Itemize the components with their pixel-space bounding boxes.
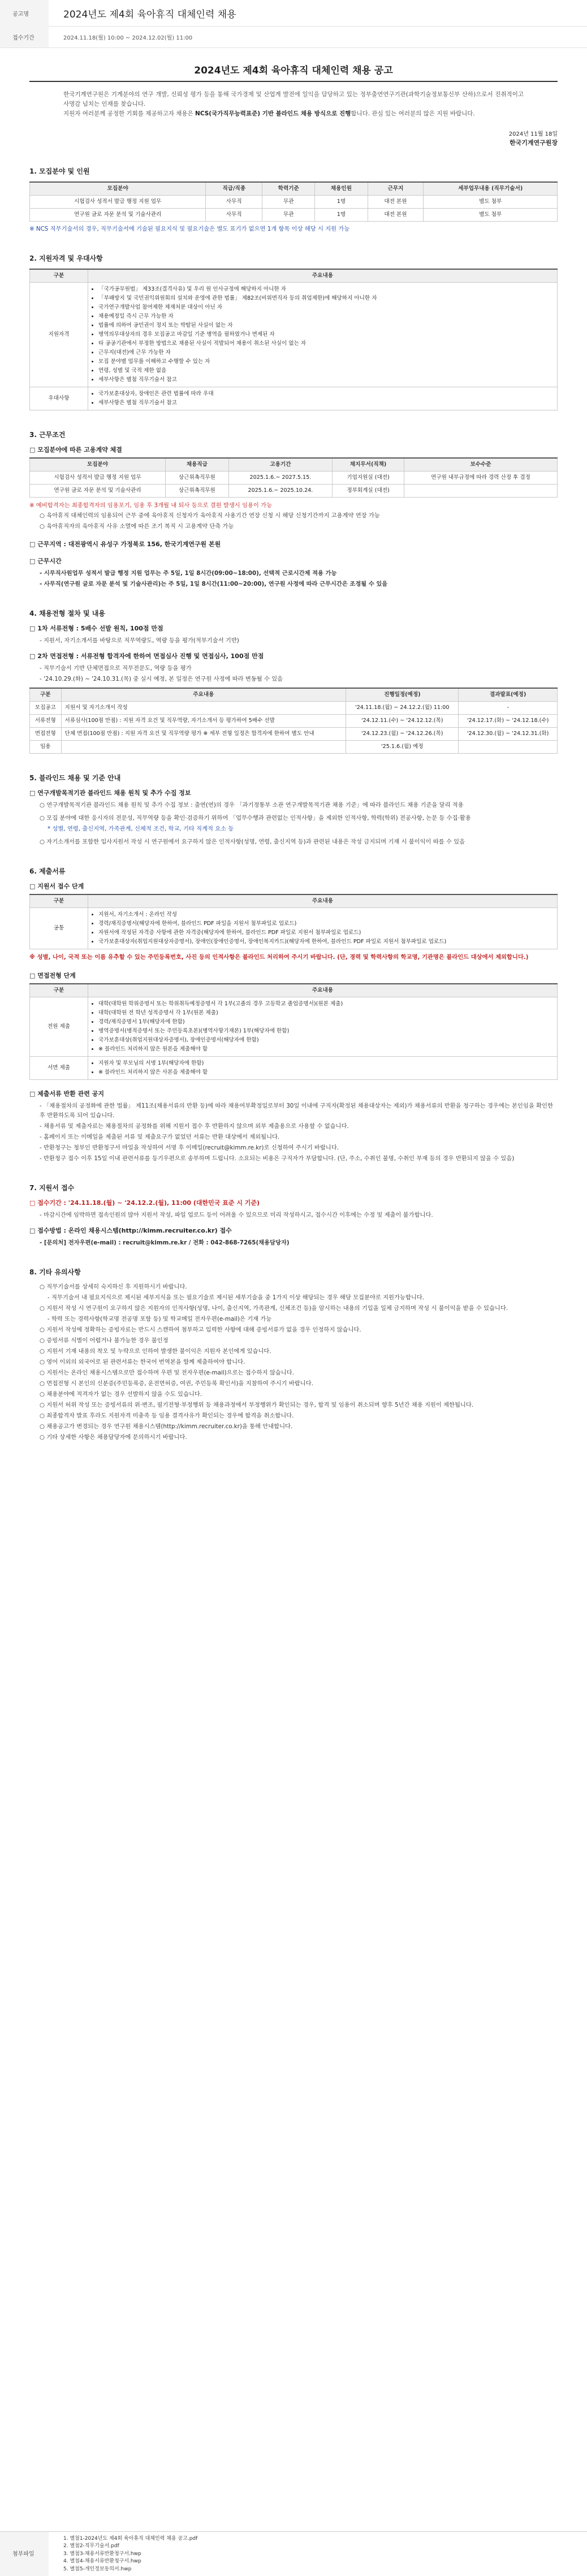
column-header: 결과발표(예정) [459,688,558,702]
section-4-title: 4. 채용전형 절차 및 내용 [29,610,105,617]
table-cell: 연구원 글로 자문 분석 및 기술사관리 [30,209,206,222]
title-row [0,0,587,27]
column-header: 주요내용 [61,688,346,702]
table-row [30,387,558,410]
table-cell [404,485,558,498]
attachments-label: 첨부파일 [0,2532,49,2576]
list-item: • 근무지(대전)에 근무 가능한 자 [98,348,554,357]
column-header: 모집분야 [30,458,166,472]
note-item: ○ 지원서 기재 내용의 착오 및 누락으로 인하여 발생한 불이익은 지원자 본인에게 있습니다. [40,1348,271,1355]
table-cell: 2025.1.6.~ 2025.10.24. [228,485,332,498]
table-cell [61,741,346,754]
table-row [30,728,558,741]
note-item: ○ 지원서 작성 시 연구원이 요구하지 않은 지원자의 인적사항(성명, 나이, 출신지역, 가족관계, 신체조건 등)을 암시하는 내용의 기입을 일체 금지하며 작성 시 불이익을 받을 수 있습니다. [40,1305,508,1312]
return-title: □ 제출서류 반환 관련 공지 [29,1090,104,1097]
list-item: • 국가보훈대상자, 장애인은 관련 법률에 따라 우대 [98,390,554,399]
attachment-link[interactable]: 2. 별첨2-직무기술서.pdf [63,2543,119,2549]
note-item: - 직무기술서 내 필요지식으로 제시된 세부지식을 또는 필요기술로 제시된 세부기술을 중 1가지 이상 해당되는 경우 해당 모집분야로 지원가능합니다. [48,1294,424,1301]
period-row [0,26,587,48]
row-label: 지원자격 [30,283,88,387]
intro-text-a: 지원자 여러분께 공정한 기회를 제공하고자 채용은 [63,110,196,117]
section-3-note: ※ 예비합격자는 최종합격자의 임용포기, 임용 후 3개월 내 퇴사 등으로 결원 발생시 임용이 가능 [29,502,273,509]
table-cell: '24.12.17.(화) ~ '24.12.18.(수) [459,715,558,728]
list-item: • 자원서에 작성된 자격증 사항에 관한 자격증(해당자에 한하여, 블라인드 PDF 파일로 지원서 첨부파일로 업로드) [98,928,554,937]
return-1: - 「채용절차의 공정화에 관한 법률」 제11조(채용서류의 반환 등)에 따라 채용여부확정일로부터 30일 이내에 구직자(확정된 채용대상자는 제외)가 채용서류의 반환을 청구하는 경우에는 본인임을 확인한 후 반환하도록 되어 있습니다. [40,1103,553,1119]
list-item: • 국가연구개발사업 참여제한 제재처분 대상이 아닌 자 [98,303,554,312]
table-body [30,472,558,498]
table-row [30,741,558,754]
table-cell: 1명 [315,209,368,222]
list-item: • 모집 분야별 업무를 이해하고 수행할 수 있는 자 [98,357,554,366]
table-body [30,702,558,754]
stage-1-note: - 지원서, 자기소개서를 바탕으로 직무역량도, 역량 등을 평가(적부기술서 기반) [40,637,239,644]
list-item: • 타 공공기관에서 부정한 방법으로 채용된 사실이 적발되어 채용이 취소된 사실이 없는 자 [98,339,554,348]
table-row [30,715,558,728]
table-cell [88,908,558,949]
work-hours-title: □ 근무시간 [29,557,62,565]
note-item: ○ 면접전형 시 본인의 신분증(주민등록증, 운전면허증, 여권, 주민등록 확인서)을 지참하여 주시기 바랍니다. [40,1380,313,1387]
qualification-table [29,269,558,410]
documents-note: ※ 성별, 나이, 국적 또는 이름 유추할 수 있는 주민등록번호, 사진 등의 인적사항은 블라인드 처리하여 주시기 바랍니다. (단, 경력 및 학력사항의 학교명, 기관명은 블라인드 대상에서 제외합니다.) [29,954,529,961]
documents-table-1 [29,894,558,949]
return-2: - 채용서류 및 제출자료는 채용절차의 공정화를 위해 지원서 접수 후 반환하지 않으며 외부 제출용으로 사용할 수 없습니다. [40,1123,349,1130]
application-note: - 마감시간에 임박하면 접속인원의 많아 지원서 작성, 파일 업로드 등이 어려울 수 있으므로 미리 작성하시고, 접수시간 이후에는 수정 및 제출이 불가합니다. [40,1212,433,1218]
table-cell: - [459,702,558,715]
table-cell: 연구원 내부규정에 따라 경력 산정 후 결정 [404,472,558,485]
section-5-title: 5. 블라인드 채용 및 기준 안내 [29,774,121,782]
list-item: • 경력/재직증명서(해당자에 한하여, 블라인드 PDF 파일을 지원서 첨부파일로 업로드) [98,919,554,928]
submit-stage-2: □ 면접전형 단계 [29,972,76,979]
list-item: • 국가보훈대상자(취업지원대상자증명서), 장애인(장애인증명서, 장애인복지카드)(해당자에 한하여, 블라인드 PDF 파일로 지원서 첨부파일로 업로드) [98,937,554,946]
table-cell: 상근위촉직무원 [165,472,228,485]
column-header: 보수수준 [404,458,558,472]
application-period: □ 접수기간 : '24.11.18.(월) ~ '24.12.2.(월), 11:00 (대한민국 표준 시 기준) [29,1199,260,1207]
column-header: 채용직급 [165,458,228,472]
column-header: 구분 [30,894,88,908]
list-item: • 병역의무대상자의 경우 모집공고 마감일 기준 병역을 필하였거나 면제된 자 [98,330,554,339]
announcement-title: 2024년도 제4회 육아휴직 대체인력 채용 공고 [194,65,393,76]
list-item: • 채용예정일 즉시 근무 가능한 자 [98,312,554,321]
item-list [92,910,554,946]
column-header: 근무지 [368,182,424,196]
table-cell: 사무직 [206,196,262,209]
table-body [30,283,558,410]
table-cell: 상근위촉직무원 [165,485,228,498]
list-item: • 세부사항은 별첨 직무기술서 참고 [98,375,554,384]
list-item: • 세부사항은 별첨 직무기술서 참고 [98,399,554,408]
blind-para-2-note: * 성별, 연령, 출신지역, 가족관계, 신체적 조건, 학교, 기타 직계적 요소 등 [48,825,234,832]
table-cell: 2025.1.6.~ 2027.5.15. [228,472,332,485]
work-hours-1: - 시무직사원업무 성적서 발급 행정 지원 업무는 주 5일, 1일 8시간(09:00~18:00), 선택적 근로시간제 적용 가능 [40,570,337,577]
table-cell: 1명 [315,196,368,209]
item-list [92,390,554,408]
table-row [30,472,558,485]
section-2-title: 2. 지원자격 및 우대사항 [29,254,103,262]
table-cell [88,387,558,410]
note-item: ○ 증빙서류 식별이 어렵거나 불가능한 경우 불인정 [40,1337,169,1344]
table-body [30,196,558,222]
list-item: • 대학(대학원 전 학년 성적증명서 각 1부(원본 제출) [98,1009,554,1018]
table-cell: 임용 [30,741,62,754]
announcement-date: 2024년 11월 18일 [508,131,558,137]
row-label: 서면 제출 [30,1057,88,1080]
table-cell: '25.1.6.(월) 예정 [346,741,459,754]
table-cell: '24.11.18.(월) ~ 24.12.2.(월) 11:00 [346,702,459,715]
list-item: • 「국가공무원법」 제33조(결격사유) 및 우리 원 인사규정에 해당하지 아니한 자 [98,285,554,294]
row-label: 전원 제출 [30,997,88,1057]
table-cell: 서류심사(100점 만점) : 지원 자격 요건 및 직무역량, 자기소개서 등 평가하여 5배수 선발 [61,715,346,728]
note-item: ○ 지원서는 온라인 채용시스템으로만 접수하며 우편 및 전자우편(e-mail)으로는 접수하지 않습니다. [40,1369,294,1376]
note-item: ○ 최종합격자 발표 후라도 지원자격 미충족 등 임용 결격사유가 확인되는 경우에 합격을 취소합니다. [40,1412,294,1419]
intro-text-bold: NCS(국가직무능력표준) 기반 블라인드 채용 방식으로 진행 [195,110,351,117]
organization-name: 한국기계연구원장 [509,139,558,146]
section-1-note: ※ NCS 직무기술서의 경우, 직무기술서에 기술된 필요지식 및 필요기술은 별도 표기가 없으면 1개 항목 이상 해당 시 지원 가능 [29,226,350,232]
table-row [30,485,558,498]
announcement-body [29,64,558,2531]
table-cell [88,997,558,1057]
stage-1: □ 1차 서류전형 : 5배수 선발 원칙, 100점 만점 [29,625,163,632]
period-value: 2024.11.18(월) 10:00 ~ 2024.12.02(월) 11:00 [63,34,193,41]
table-header-row [30,458,558,472]
attachment-link[interactable]: 5. 별첨5-개인정보동의서.hwp [63,2566,132,2572]
table-cell: 정부회계실 (대전) [333,485,404,498]
table-cell: '24.12.23.(월) ~ '24.12.26.(목) [346,728,459,741]
column-header: 주요내용 [88,894,558,908]
note-item: ○ 지원서 허위 작성 또는 증빙서류의 위·변조, 필기전형·부정행위 등 채용과정에서 부정행위가 확인되는 경우, 합격 및 임용이 취소되며 향후 5년간 채용 지원이 제한됩니다. [40,1402,474,1408]
column-header: 직급/직종 [206,182,262,196]
table-header-row [30,984,558,997]
note-item: - 학력 또는 경력사항(학교명 전공명 포함 등) 및 학교메일 전자우편(e-mail)은 기재 가능 [48,1316,272,1322]
column-header: 고용기간 [228,458,332,472]
date-block [29,130,558,147]
column-header: 학력기준 [262,182,315,196]
list-item: • 연령, 성별 및 국적 제한 없음 [98,366,554,375]
list-item: • 국가보훈대상(취업지원대상자증명서), 장애인증명서(해당자에 한함) [98,1036,554,1045]
column-header: 주요내용 [88,269,558,283]
note-item: ○ 채용공고가 변경되는 경우 연구원 채용시스템(http://kimm.recruiter.co.kr)을 통해 안내합니다. [40,1423,293,1430]
title-label: 공고명 [0,0,49,26]
column-header: 채용인원 [315,182,368,196]
table-cell: 연구원 글로 자문 분석 및 기술사관리 [30,485,166,498]
title-divider [29,81,558,82]
table-cell: 대전 본원 [368,196,424,209]
column-header: 세부업무내용 (직무기술서) [424,182,558,196]
blind-para-1: ○ 연구개발목적기관 블라인드 채용 원칙 및 추가 수집 정보 : 출연(연)의 경우 「과기정통부 소관 연구개발목적기관 채용 기준」에 따라 블라인드 채용 기준을 달리 적용 [40,802,464,809]
note-item: ○ 기타 상세한 사항은 채용담당자에 문의하시기 바랍니다. [40,1434,187,1441]
note-item: ○ 직무기술서를 상세히 숙지하신 후 지원하시기 바랍니다. [40,1283,187,1290]
table-cell: '24.12.30.(월) ~ '24.12.31.(화) [459,728,558,741]
note-item: ○ 영어 이외의 외국어로 된 관련서류는 한국어 번역본을 함께 제출하여야 합니다. [40,1359,245,1365]
column-header: 모집분야 [30,182,206,196]
table-cell: 시험검사 성적서 발급 행정 지원 업무 [30,196,206,209]
list-item: • ※ 블라인드 처리하지 않은 원본을 제출해야 함 [98,1045,554,1054]
contact-info: - [문의처] 전자우편(e-mail) : recruit@kimm.re.kr / 전화 : 042-868-7265(채용담당자) [40,1239,290,1246]
column-header: 구분 [30,269,88,283]
table-cell [88,1057,558,1080]
note-item: ○ 채용분야에 적격자가 없는 경우 선발하지 않을 수도 있습니다. [40,1391,202,1398]
table-row [30,997,558,1057]
list-item: • 대학(대학원 학위증명서 또는 학위취득예정증명서 각 1부(고졸의 경우 고등학교 졸업증명서)(원본 제출) [98,1000,554,1009]
row-label: 우대사항 [30,387,88,410]
table-row [30,283,558,387]
documents-table-2 [29,983,558,1080]
work-hours-2: - 사무직(연구원 글로 자문 분석 및 기술사관리)는 주 5일, 1일 8시간(11:00~20:00), 연구원 사정에 따라 근무시간은 조정될 수 있음 [40,581,388,587]
stage-2-note-1: - 직무기술서 기반 단체면접으로 직무전문도, 역량 등을 평가 [40,665,192,672]
item-list [92,1059,554,1077]
list-item: • 법률에 의하여 공민권이 정지 또는 박탈된 사실이 없는 자 [98,321,554,330]
recruitment-table [29,181,558,222]
list-item: • 지원서, 자기소개서 : 온라인 작성 [98,910,554,919]
table-row [30,209,558,222]
section-6-title: 6. 제출서류 [29,867,66,875]
table-cell: 단체 면접(100점 만점) : 지원 자격 요건 및 직무역량 평가 ※ 세부 전형 일정은 합격자에 한하여 별도 안내 [61,728,346,741]
section-3-title: 3. 근무조건 [29,431,66,439]
attachments-row [0,2531,587,2576]
table-header-row [30,688,558,702]
table-cell: 시험검사 성적서 발급 행정 지원 업무 [30,472,166,485]
intro-text-c: 합니다. 관심 있는 여러분의 많은 지원 바랍니다. [351,110,475,117]
table-cell: 무관 [262,209,315,222]
table-cell [459,741,558,754]
attachment-link[interactable]: 4. 별첨4-채용서류반환청구서.hwp [63,2558,141,2565]
column-header: 채지무서(직책) [333,458,404,472]
table-body [30,997,558,1080]
item-list [92,285,554,384]
table-cell: 지원서 및 자기소개서 작성 [61,702,346,715]
section-3-subheading: □ 모집분야에 따른 고용계약 체결 [29,446,122,453]
column-header: 구분 [30,688,62,702]
table-cell: '24.12.11.(수) ~ '24.12.12.(목) [346,715,459,728]
section-5-subheading: □ 연구개발목적기관 블라인드 채용 원칙 및 추가 수집 정보 [29,789,191,797]
table-row [30,908,558,949]
note-item: ○ 지원서 작성에 정확하는 증빙자료는 반드시 스캔하여 첨부하고 입력한 사항에 대해 증빙서류가 없을 경우 인정하지 않습니다. [40,1326,361,1333]
blind-para-2: ○ 모집 분야에 대한 응시자의 전문성, 직무역량 등을 확인·검증하기 위하여 「업무수행과 관련없는 인적사항」을 제외한 인적사항, 학력(학위) 전공사항, 논문 등 수집·활용 [40,815,471,822]
intro-paragraph-2 [29,109,558,119]
table-header-row [30,894,558,908]
list-item: • 「부패방지 및 국민권익위원회의 설치와 운영에 관한 법률」 제82조(비위면직자 등의 취업제한)에 해당하지 아니한 자 [98,294,554,303]
table-cell: 별도 첨부 [424,196,558,209]
column-header: 구분 [30,984,88,997]
list-item: • ※ 블라인드 처리하지 않은 사본을 제출해야 함 [98,1068,554,1077]
table-cell: 별도 첨부 [424,209,558,222]
intro-paragraph-1: 한국기계연구원은 기계분야의 연구 개발, 신뢰성 평가 등을 통해 국가경제 및 산업계 발전에 일익을 담당하고 있는 정부출연연구기관(과학기술정보통신부 산하)으로서 진취적이고 사명감 넘치는 인재를 찾습니다. [63,91,524,107]
stage-2-note-2: - '24.10.29.(화) ~ '24.10.31.(목) 중 실시 예정, 본 일정은 연구원 사정에 따라 변동될 수 있음 [40,676,283,682]
table-cell: 기업지원실 (대전) [333,472,404,485]
column-header: 진행일정(예정) [346,688,459,702]
workplace: □ 근무지역 : 대전광역시 유성구 가정북로 156, 한국기계연구원 본원 [29,541,221,548]
table-header-row [30,269,558,283]
employment-table [29,457,558,498]
attachment-link[interactable]: 3. 별첨3-채용서류반환청구서.hwp [63,2551,141,2557]
section-8-title: 8. 기타 유의사항 [29,1268,81,1276]
attachments-list [49,2532,197,2576]
schedule-table [29,688,558,754]
application-method[interactable]: □ 접수방법 : 온라인 채용시스템(http://kimm.recruiter.co.kr) 접수 [29,1227,232,1234]
table-row [30,702,558,715]
row-label: 공통 [30,908,88,949]
list-item: • 경력/재직증명서 1부(해당자에 한함) [98,1018,554,1027]
table-row [30,196,558,209]
table-header-row [30,182,558,196]
table-row [30,1057,558,1080]
section-3-bullet-1: ○ 육아휴직 대체인력의 임용되어 근무 중에 육아휴직 신청자가 육아휴직 사용기간 연장 신청 시 해당 신청기간까지 고용계약 연장 가능 [40,512,380,519]
column-header: 주요내용 [88,984,558,997]
attachment-link[interactable]: 1. 별첨1-2024년도 제4회 육아휴직 대체인력 채용 공고.pdf [63,2536,198,2542]
list-item: • 병역증명서(병적증명서 또는 주민등록초본)(병역사항기재본) 1부(해당자에 한함) [98,1027,554,1036]
table-cell: 대전 본원 [368,209,424,222]
notes-list [29,1282,558,1442]
item-list [92,1000,554,1054]
stage-2: □ 2차 면접전형 : 서류전형 합격자에 한하여 면접심사 진행 및 면접심사, 100점 만점 [29,652,264,660]
list-item: • 지원자 및 부모님의 서명 1부(해당자에 한함) [98,1059,554,1068]
return-4: - 반환청구는 청부인 반환청구서 마일을 작성하여 서명 후 이메일(recruit@kimm.re.kr)로 신청하여 주시기 바랍니다. [40,1144,339,1151]
table-body [30,908,558,949]
return-3: - 홈페이지 또는 이메일을 제출된 서류 및 제출요구가 없었던 서류는 반환 대상에서 제외됩니다. [40,1134,280,1140]
blind-para-3: ○ 자기소개서를 포함한 입사지원서 작성 시 연구원에서 요구하지 않은 인적사항(성명, 연령, 출신지역 등)과 관련된 내용은 작성 금지되며 기재 시 불이익이 따를 수 있음 [40,839,465,845]
return-5: - 반환청구 접수 이후 15일 이내 관련서류를 등기우편으로 송부하며 드립니다. 소요되는 비용은 구직자가 부담합니다. (단, 주소, 수취인 불명, 수취인 부재 등의 경우 반환되지 않을 수 있음) [40,1155,515,1162]
page-title: 2024년도 제4회 육아휴직 대체인력 채용 [63,8,236,20]
submit-stage-1: □ 지원서 접수 단계 [29,883,84,890]
table-cell: 서류전형 [30,715,62,728]
table-cell [88,283,558,387]
table-cell: 면접전형 [30,728,62,741]
table-cell: 무관 [262,196,315,209]
section-3-bullet-2: ○ 육아휴직자의 육아휴직 사유 소멸에 따른 조기 복직 시 고용계약 단축 가능 [40,523,234,530]
table-cell: 모집공고 [30,702,62,715]
section-1-title: 1. 모집분야 및 인원 [29,167,90,175]
section-7-title: 7. 지원서 접수 [29,1184,75,1192]
table-cell: 사무직 [206,209,262,222]
period-label: 접수기간 [0,26,49,47]
